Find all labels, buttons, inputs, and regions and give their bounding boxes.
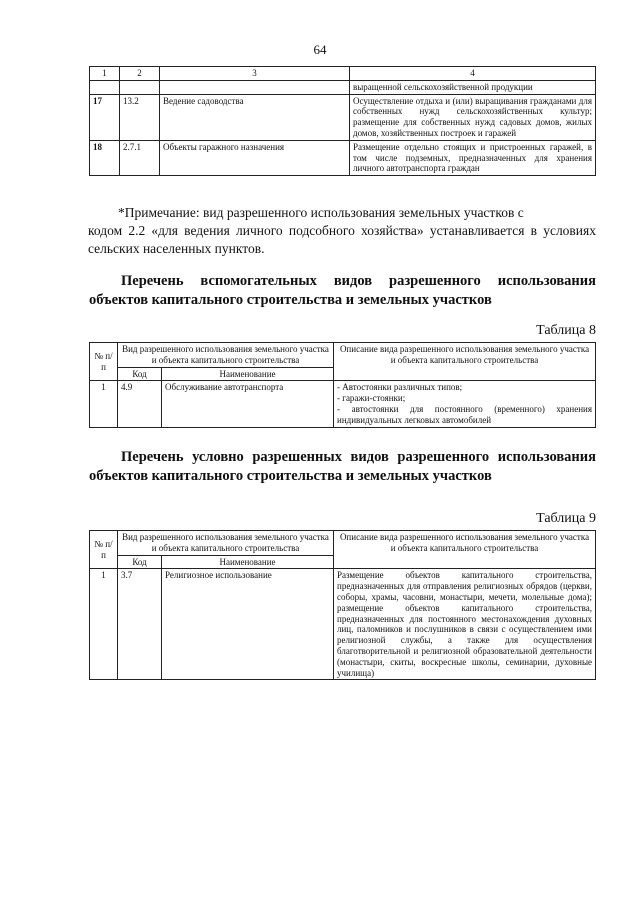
table-row xyxy=(90,569,596,680)
col-header-4: 4 xyxy=(350,67,596,81)
desc-line: - гаражи-стоянки; xyxy=(337,393,406,404)
page-number: 64 xyxy=(313,42,327,57)
table-row xyxy=(90,80,596,94)
col-header-desc: Описание вида разрешенного использования земельного участка и объекта капитального строительства xyxy=(334,531,596,569)
row-name: Объекты гаражного назначения xyxy=(160,140,350,175)
row-desc: выращенной сельскохозяйственной продукции xyxy=(350,80,596,94)
table-header-row xyxy=(90,343,596,368)
row-name xyxy=(160,80,350,94)
col-header-name: Наименование xyxy=(162,367,334,381)
col-header-num: № п/п xyxy=(90,343,118,381)
table-9 xyxy=(89,530,596,680)
desc-line: - автостоянки для постоянного (временного) хранения индивидуальных легковых автомобилей xyxy=(337,403,592,425)
table-8-caption: Таблица 8 xyxy=(536,323,596,338)
table-8 xyxy=(89,342,596,428)
section-heading-conditional: Перечень условно разрешенных видов разрешенного использования объектов капитального строительства и земельных участков xyxy=(89,449,596,484)
col-header-1: 1 xyxy=(90,67,120,81)
footnote-rest: кодом 2.2 «для ведения личного подсобного хозяйства» устанавливается в условиях сельских населенных пунктов. xyxy=(88,223,596,257)
row-num: 1 xyxy=(90,381,118,427)
row-desc: Осуществление отдыха и (или) выращивания гражданами для собственных нужд сельскохозяйственных культур; размещение для собственных нужд садовых домов, жилых домов, хозяйственных построек и гаражей xyxy=(350,94,596,140)
row-name: Обслуживание автотранспорта xyxy=(162,381,334,427)
col-header-type: Вид разрешенного использования земельного участка и объекта капитального строительства xyxy=(118,343,334,368)
col-header-name: Наименование xyxy=(162,555,334,569)
land-use-table-continued xyxy=(89,66,596,176)
row-code: 4.9 xyxy=(118,381,162,427)
table-row xyxy=(90,94,596,140)
col-header-2: 2 xyxy=(120,67,160,81)
row-desc: Размещение отдельно стоящих и пристроенных гаражей, в том числе подземных, предназначенных для хранения личного автотранспорта граждан xyxy=(350,140,596,175)
col-header-code: Код xyxy=(118,367,162,381)
footnote-line1: *Примечание: вид разрешенного использования земельных участков с xyxy=(118,205,524,220)
row-num: 1 xyxy=(90,569,118,680)
table-header-row xyxy=(90,67,596,81)
desc-line: - Автостоянки различных типов; xyxy=(337,382,463,393)
table-9-caption: Таблица 9 xyxy=(536,511,596,526)
table-row xyxy=(90,381,596,427)
footnote xyxy=(88,204,596,259)
col-header-code: Код xyxy=(118,555,162,569)
row-desc xyxy=(334,381,596,427)
col-header-desc: Описание вида разрешенного использования земельного участка и объекта капитального строительства xyxy=(334,343,596,381)
row-code: 3.7 xyxy=(118,569,162,680)
table-row xyxy=(90,140,596,175)
col-header-num: № п/п xyxy=(90,531,118,569)
row-name: Религиозное использование xyxy=(162,569,334,680)
row-name: Ведение садоводства xyxy=(160,94,350,140)
col-header-type: Вид разрешенного использования земельного участка и объекта капитального строительства xyxy=(118,531,334,556)
row-num xyxy=(90,80,120,94)
row-code xyxy=(120,80,160,94)
row-desc: Размещение объектов капитального строительства, предназначенных для отправления религиозных обрядов (церкви, соборы, храмы, часовни, монастыри, мечети, молельные дома); размещение объектов капитального строительства, предназначенных для постоянного местонахождения духовных лиц, паломников и послушников в связи с осуществлением ими религиозной службы, а также для осуществления благотворительной и религиозной образовательной деятельности (монастыри, скиты, воскресные школы, семинарии, духовные училища) xyxy=(334,569,596,680)
section-heading-auxiliary: Перечень вспомогательных видов разрешенного использования объектов капитального строительства и земельных участков xyxy=(89,273,596,308)
row-code: 13.2 xyxy=(120,94,160,140)
row-num: 18 xyxy=(90,140,120,175)
row-num: 17 xyxy=(90,94,120,140)
table-header-row xyxy=(90,531,596,556)
row-code: 2.7.1 xyxy=(120,140,160,175)
col-header-3: 3 xyxy=(160,67,350,81)
